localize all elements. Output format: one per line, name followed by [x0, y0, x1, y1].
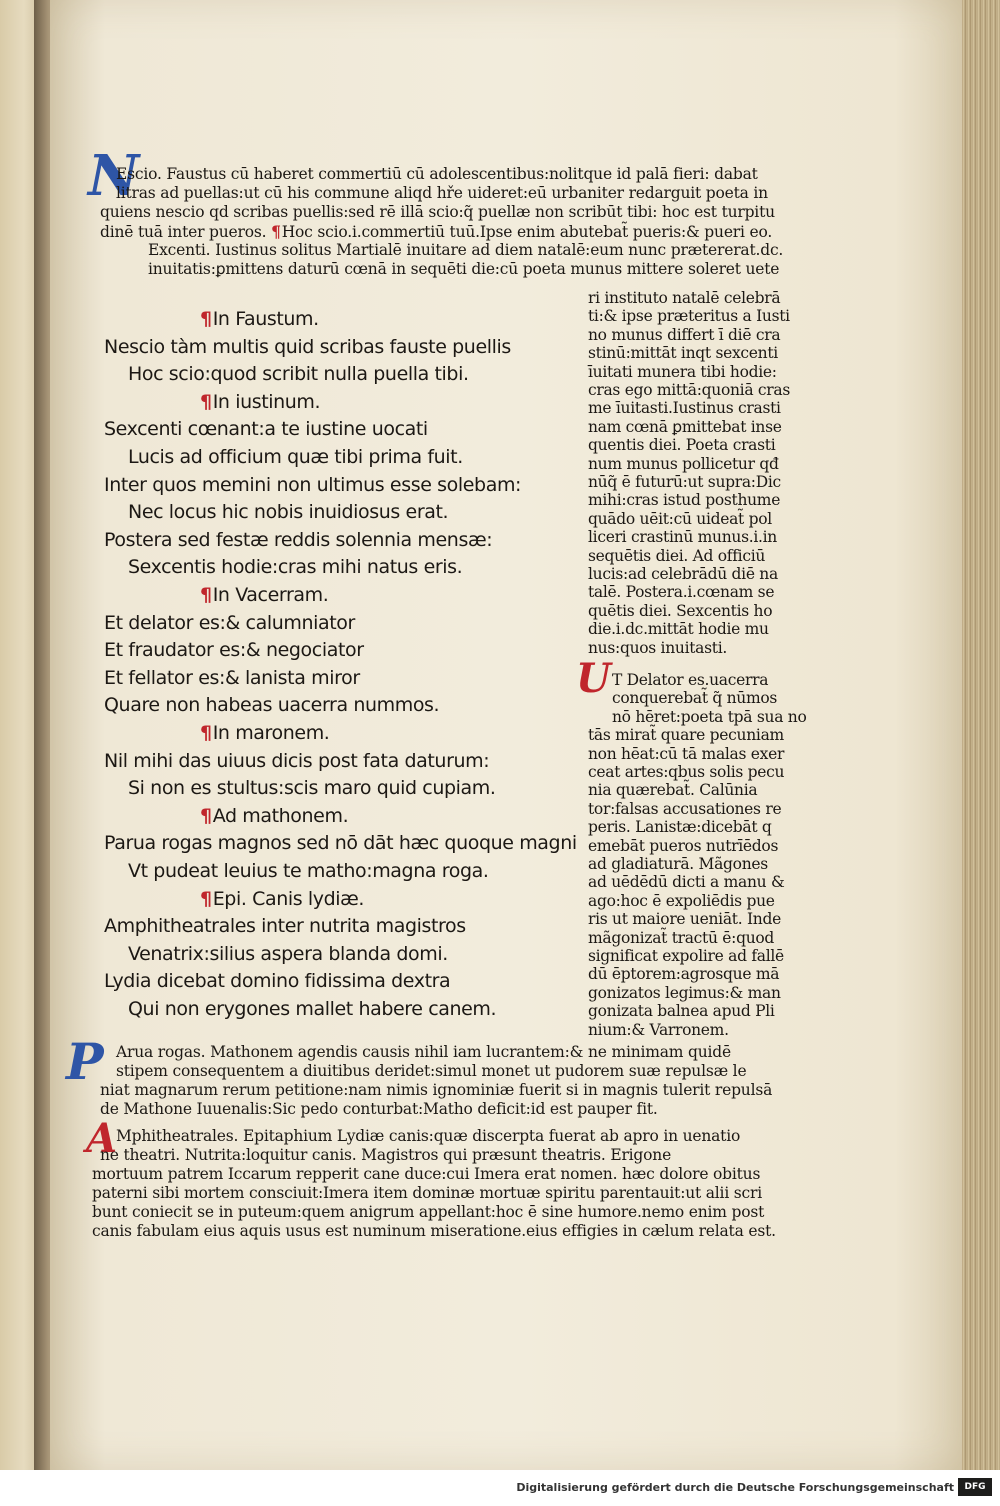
gloss-line: peris. Lanistæ:dicebāt q	[588, 818, 772, 837]
funding-credit: Digitalisierung gefördert durch die Deutsche Forschungsgemeinschaft	[516, 1481, 954, 1494]
commentary-line: quiens nescio qd scribas puellis:sed rē illā scio:q̃ puellæ non scribūt tibi: hoc est turpitu	[100, 203, 775, 221]
page-fore-edge	[962, 0, 1000, 1470]
gloss-line: cras ego mittā:quoniā cras	[588, 381, 790, 399]
verse-line: Lucis ad officium quæ tibi prima fuit.	[128, 446, 463, 468]
gloss-line: mihi:cras istud posthume	[588, 491, 781, 510]
gloss-line: lucis:ad celebrādū diē na	[588, 565, 778, 583]
verse-line: Sexcenti cœnant:a te iustine uocati	[104, 418, 428, 441]
gloss-line: dū ēptorem:agrosque mā	[588, 965, 780, 984]
verse-line: Inter quos memini non ultimus esse solebam:	[104, 473, 522, 496]
verse-heading-text: In iustinum.	[212, 390, 321, 413]
commentary-line: bunt coniecit se in puteum:quem anigrum appellant:hoc ē sine humore.nemo enim post	[92, 1203, 765, 1221]
gloss-line: conquerebat̃ q̃ nūmos	[612, 689, 778, 708]
gloss-line: no munus differt ī diē cra	[588, 325, 781, 344]
pilcrow-mark: ¶	[200, 887, 212, 910]
gloss-line: emebāt pueros nutrīēdos	[588, 836, 779, 855]
verse-heading	[200, 888, 364, 910]
gloss-line: ceat artes:qbus solis pecu	[588, 763, 785, 781]
verse-line: Lydia dicebat domino fidissima dextra	[104, 970, 451, 993]
pilcrow-mark: ¶	[200, 804, 212, 827]
gloss-line: nam cœnā ꝑmittebat inse	[588, 417, 782, 436]
commentary-fragment: dinē tuā inter pueros.	[100, 223, 267, 241]
digitization-footer	[0, 1470, 1000, 1506]
verse-line: Postera sed festæ reddis solennia mensæ:	[104, 528, 493, 551]
verse-line: Venatrix:silius aspera blanda domi.	[128, 942, 448, 965]
gloss-line: mãgonizat̃ tractū ē:quod	[588, 928, 775, 947]
verse-line: Nescio tàm multis quid scribas fauste puellis	[104, 335, 511, 358]
gloss-line: nūq̃ ē futurū:ut supra:Dic	[588, 473, 781, 491]
verse-line: Si non es stultus:scis maro quid cupiam.	[128, 777, 496, 800]
commentary-line: Arua rogas. Mathonem agendis causis nihil iam lucrantem:& ne minimam quidē	[116, 1043, 731, 1061]
gloss-line: gonizatos legimus:& man	[588, 983, 781, 1002]
commentary-line: canis fabulam eius aquis usus est numinum miseratione.eius effigies in cælum relata est.	[92, 1222, 776, 1240]
gloss-line: īuitati munera tibi hodie:	[588, 362, 777, 381]
verse-line: Parua rogas magnos sed nō dāt hæc quoque magni	[104, 832, 577, 855]
gloss-line: tor:falsas accusationes re	[588, 799, 782, 818]
initial-P-blue: P	[66, 1032, 104, 1091]
commentary-line: ne theatri. Nutrita:loquitur canis. Magistros qui præsunt theatris. Erigone	[100, 1146, 672, 1164]
gloss-line: ris ut maiore ueniāt. Inde	[588, 910, 781, 929]
gloss-line: die.i.dc.mittāt hodie mu	[588, 620, 769, 639]
initial-N-blue: N	[88, 143, 140, 209]
commentary-line: Escio. Faustus cū haberet commertiū cū adolescentibus:nolitque id palā fieri: dabat	[116, 165, 758, 183]
commentary-line: Mphitheatrales. Epitaphium Lydiæ canis:quæ discerpta fuerat ab apro in uenatio	[116, 1127, 741, 1145]
pilcrow-mark: ¶	[200, 390, 212, 413]
verse-heading	[200, 391, 320, 413]
initial-U-red: U	[576, 655, 611, 702]
verse-heading-text: In Faustum.	[212, 308, 319, 330]
verse-line: Quare non habeas uacerra nummos.	[104, 694, 440, 717]
verse-heading	[200, 308, 319, 330]
gloss-line: nus:quos inuitasti.	[588, 638, 727, 657]
dfg-logo: DFG	[958, 1478, 992, 1496]
pilcrow-mark: ¶	[200, 722, 212, 744]
verse-line: Amphitheatrales inter nutrita magistros	[104, 915, 466, 938]
gloss-line: num munus pollicetur qđ	[588, 454, 779, 473]
gloss-line: quētis diei. Sexcentis ho	[588, 601, 773, 620]
verse-line: Et delator es:& calumniator	[104, 611, 355, 634]
verse-heading	[200, 805, 348, 827]
verse-heading-text: Epi. Canis lydiæ.	[212, 887, 365, 910]
gloss-line: stinū:mittāt inqt sexcenti	[588, 344, 778, 363]
verse-heading	[200, 584, 328, 606]
gloss-line: significat expolire ad fallē	[588, 947, 784, 965]
commentary-line: niat magnarum rerum petitione:nam nimis ignominiæ fuerit si in magnis tulerit repulsā	[100, 1081, 773, 1099]
gloss-line: me īuitasti.Iustinus crasti	[588, 399, 781, 418]
gloss-line: ad uēdēdū dicti a manu &	[588, 873, 785, 892]
gloss-line: quentis diei. Poeta crasti	[588, 436, 776, 455]
pilcrow-mark: ¶	[200, 308, 212, 330]
verse-line: Nec locus hic nobis inuidiosus erat.	[128, 501, 449, 524]
gloss-line: talē. Postera.i.cœnam se	[588, 583, 775, 602]
gloss-line: ad gladiaturā. Mãgones	[588, 855, 768, 873]
pilcrow-mark: ¶	[200, 584, 212, 606]
gloss-line: ago:hoc ē expoliēdis pue	[588, 891, 775, 910]
gloss-line: tās mirat̃ quare pecuniam	[588, 726, 784, 745]
pilcrow-mark: ¶	[271, 222, 281, 241]
gloss-line: nō hēret:poeta tpā sua no	[612, 707, 807, 726]
verse-line: Et fellator es:& lanista miror	[104, 666, 360, 689]
commentary-line: litras ad puellas:ut cū his commune aliqd hře uideret:eū urbaniter redarguit poeta in	[116, 184, 768, 202]
initial-A-red: A	[86, 1115, 118, 1162]
commentary-fragment: Hoc scio.i.commertiū tuū.Ipse enim abutebat̃ pueris:& pueri eo.	[281, 223, 773, 241]
gloss-line: nia quærebat̃. Calūnia	[588, 781, 758, 800]
gloss-line: non hēat:cū tā malas exer	[588, 744, 785, 763]
verse-heading-text: Ad mathonem.	[212, 804, 349, 827]
gloss-line: sequētis diei. Ad officiū	[588, 546, 766, 565]
verse-line: Sexcentis hodie:cras mihi natus eris.	[128, 556, 463, 579]
verse-heading	[200, 722, 329, 744]
verse-heading-text: In maronem.	[212, 722, 330, 744]
gloss-line: quādo uēit:cū uideat̃ pol	[588, 509, 772, 528]
gloss-line: ti:& ipse præteritus a Iusti	[588, 307, 790, 326]
gloss-line: liceri crastinū munus.i.in	[588, 528, 777, 547]
gloss-line: ri instituto natalē celebrā	[588, 289, 781, 307]
verse-heading-text: In Vacerram.	[212, 584, 329, 606]
commentary-line: mortuum patrem Iccarum repperit cane duce:cui Imera erat nomen. hæc dolore obitus	[92, 1165, 761, 1183]
verse-line: Vt pudeat leuius te matho:magna roga.	[128, 860, 489, 882]
verse-line: Qui non erygones mallet habere canem.	[128, 998, 497, 1020]
commentary-line: Excenti. Iustinus solitus Martialē inuitare ad diem natalē:eum nunc prætererat.dc.	[148, 241, 784, 259]
commentary-line: inuitatis:ꝑmittens daturū cœnā in sequēti die:cū poeta munus mittere soleret uete	[148, 260, 780, 278]
gloss-line: gonizata balnea apud Pli	[588, 1002, 775, 1021]
commentary-line: de Mathone Iuuenalis:Sic pedo conturbat:Matho deficit:id est pauper fit.	[100, 1100, 658, 1118]
commentary-line	[100, 223, 772, 241]
commentary-line: paterni sibi mortem consciuit:Imera item dominæ mortuæ spiritu parentauit:ut alii scri	[92, 1184, 762, 1202]
verse-line: Nil mihi das uiuus dicis post fata daturum:	[104, 749, 490, 772]
gloss-line: T Delator es.uacerra	[612, 671, 769, 689]
verse-line: Et fraudator es:& negociator	[104, 639, 364, 662]
commentary-line: stipem consequentem a diuitibus deridet:simul monet ut pudorem suæ repulsæ le	[116, 1062, 747, 1080]
gloss-line: nium:& Varronem.	[588, 1020, 729, 1039]
verse-line: Hoc scio:quod scribit nulla puella tibi.	[128, 363, 469, 386]
